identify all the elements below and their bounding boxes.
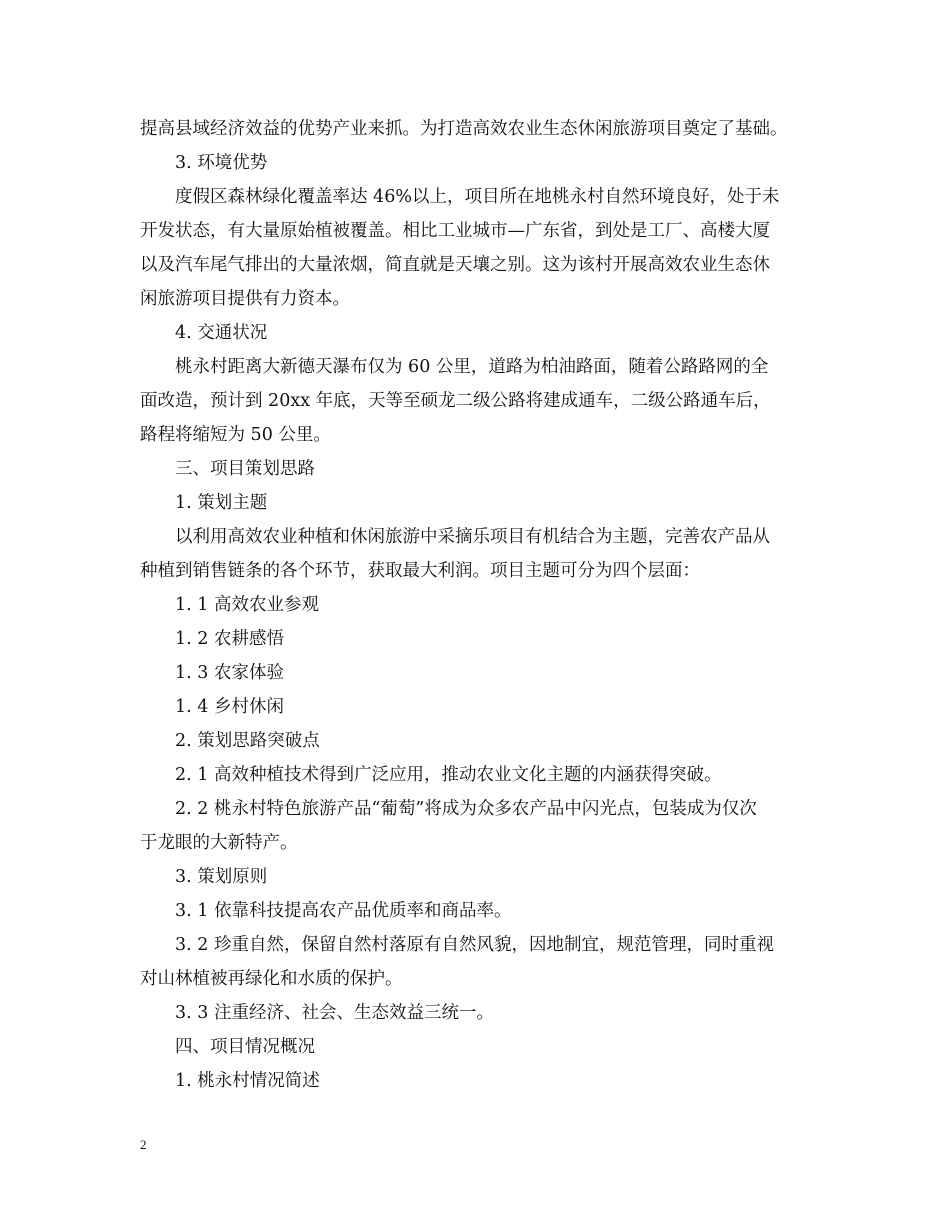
text-line: 3. 2 珍重自然，保留自然村落原有自然风貌，因地制宜，规范管理，同时重视 [175,935,774,955]
text-line: 对山林植被再绿化和水质的保护。 [140,969,403,989]
text-line: 种植到销售链条的各个环节，获取最大利润。项目主题可分为四个层面： [140,561,700,581]
text-line: 度假区森林绿化覆盖率达 46%以上，项目所在地桃永村自然环境良好，处于未 [175,187,780,207]
text-line: 3. 1 依靠科技提高农产品优质率和商品率。 [175,901,512,921]
text-line: 1. 1 高效农业参观 [175,595,319,615]
text-line: 2. 2 桃永村特色旅游产品“葡萄”将成为众多农产品中闪光点，包装成为仅次 [175,799,757,819]
document-body [140,112,812,1098]
text-line: 1. 策划主题 [175,493,268,513]
text-line: 路程将缩短为 50 公里。 [140,425,331,445]
text-line: 3. 环境优势 [175,153,268,173]
text-line: 1. 桃永村情况简述 [175,1071,320,1091]
text-line: 1. 3 农家体验 [175,663,284,683]
text-line: 2. 1 高效种植技术得到广泛应用，推动农业文化主题的内涵获得突破。 [175,765,722,785]
text-line: 四、项目情况概况 [175,1037,315,1057]
page-number: 2 [140,1137,147,1152]
text-line: 闲旅游项目提供有力资本。 [140,289,350,309]
text-line: 1. 4 乡村休闲 [175,697,284,717]
text-line: 面改造，预计到 20xx 年底，天等至硕龙二级公路将建成通车，二级公路通车后， [140,391,771,411]
text-line: 2. 策划思路突破点 [175,731,320,751]
text-line: 以及汽车尾气排出的大量浓烟，简直就是天壤之别。这为该村开展高效农业生态休 [140,255,770,275]
text-line: 3. 策划原则 [175,867,268,887]
text-line: 开发状态，有大量原始植被覆盖。相比工业城市—广东省，到处是工厂、高楼大厦 [140,221,770,241]
text-line: 4. 交通状况 [175,323,268,343]
text-line: 三、项目策划思路 [175,459,315,479]
text-line: 桃永村距离大新德天瀑布仅为 60 公里，道路为柏油路面，随着公路路网的全 [175,357,769,377]
text-line: 提高县域经济效益的优势产业来抓。为打造高效农业生态休闲旅游项目奠定了基础。 [140,119,788,139]
text-line: 3. 3 注重经济、社会、生态效益三统一。 [175,1003,494,1023]
text-line: 以利用高效农业种植和休闲旅游中采摘乐项目有机结合为主题，完善农产品从 [175,527,770,547]
text-line: 1. 2 农耕感悟 [175,629,284,649]
text-line: 于龙眼的大新特产。 [140,833,298,853]
